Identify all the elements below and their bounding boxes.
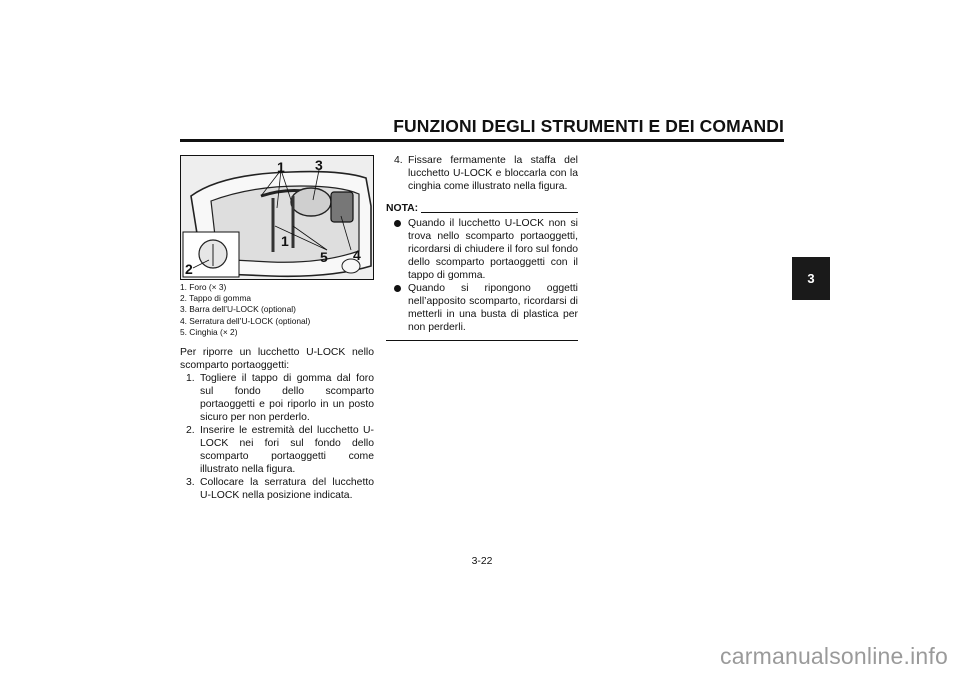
step-number: 2.: [186, 425, 195, 436]
legend-item: 4. Serratura dell’U-LOCK (optional): [180, 315, 311, 326]
figure-callout-5: 5: [320, 249, 328, 265]
figure-legend: [180, 282, 310, 338]
list-item: [386, 282, 578, 334]
list-item: [180, 372, 374, 424]
header-rule: [180, 139, 784, 142]
step-text: Inserire le estremità del lucchetto U-LOCK nei fori sul fondo dello scomparto portaoggetti come illustrato nella figura.: [200, 425, 374, 475]
step-text: Togliere il tappo di gomma dal foro sul fondo dello scomparto portaoggetti e poi riporlo in un posto sicuro per non perderlo.: [200, 373, 374, 423]
step-text: Fissare fermamente la staffa del lucchetto U-LOCK e bloccarla con la cinghia come illustrato nella figura.: [408, 155, 578, 192]
list-item: [180, 476, 374, 502]
right-column: [386, 154, 578, 341]
legend-item: 2. Tappo di gomma: [180, 293, 252, 304]
nota-end-rule: [386, 340, 578, 341]
intro-text: Per riporre un lucchetto U-LOCK nello scomparto portaoggetti:: [180, 347, 374, 371]
step-number: 4.: [394, 155, 403, 166]
figure-callout-3: 3: [315, 157, 323, 173]
figure-callout-1-top: 1: [277, 159, 285, 175]
nota-label: NOTA:: [386, 203, 419, 214]
page-number: 3-22: [471, 556, 493, 567]
legend-item: 1. Foro (× 3): [180, 282, 227, 292]
step-text: Collocare la serratura del lucchetto U-LOCK nella posizione indicata.: [200, 477, 374, 501]
figure-callout-1-bottom: 1: [281, 233, 289, 249]
figure-illustration: [181, 156, 373, 279]
bullet-icon: [394, 220, 401, 227]
nota-rule: [421, 212, 578, 213]
legend-item: 3. Barra dell’U-LOCK (optional): [180, 304, 296, 315]
list-item: [386, 217, 578, 282]
bullet-text: Quando il lucchetto U-LOCK non si trova nello scomparto portaoggetti, ricordarsi di chiudere il foro sul fondo dello scomparto portaoggetti con il tappo di gomma.: [408, 218, 578, 281]
steps-list: [180, 372, 374, 502]
bullet-icon: [394, 285, 401, 292]
page-header-title: FUNZIONI DEGLI STRUMENTI E DEI COMANDI: [393, 116, 784, 136]
step-number: 1.: [186, 373, 195, 384]
nota-heading: [386, 202, 578, 215]
left-column: [180, 346, 374, 502]
legend-item: 5. Cinghia (× 2): [180, 326, 238, 337]
figure-callout-4: 4: [353, 247, 361, 263]
list-item: [180, 424, 374, 476]
watermark[interactable]: carmanualsonline.info: [720, 643, 948, 669]
bullet-text: Quando si ripongono oggetti nell’apposito scomparto, ricordarsi di metterli in una busta di plastica per non perderli.: [408, 283, 578, 333]
step-number: 3.: [186, 477, 195, 488]
figure-callout-2: 2: [185, 261, 193, 277]
step-4: [386, 154, 578, 193]
nota-bullets: [386, 217, 578, 334]
chapter-tab[interactable]: 3: [792, 257, 830, 300]
figure-u-lock-storage: [180, 155, 374, 280]
